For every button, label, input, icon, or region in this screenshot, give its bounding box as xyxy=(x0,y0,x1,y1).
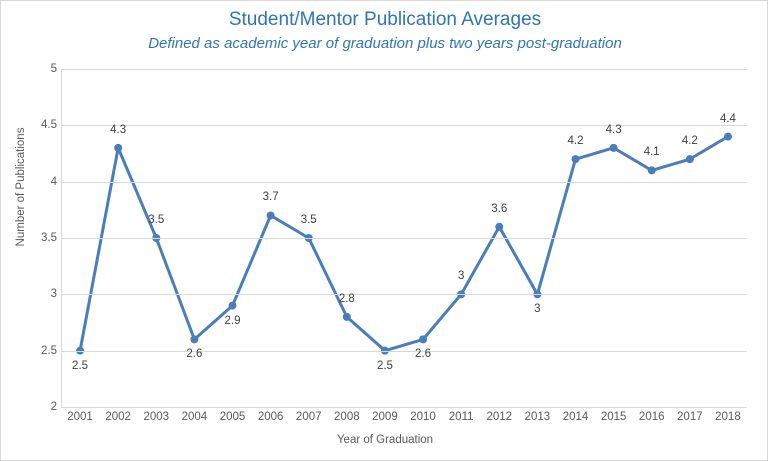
x-tick-label: 2005 xyxy=(219,411,246,423)
data-point-label: 3.5 xyxy=(148,214,165,226)
x-tick-label: 2011 xyxy=(448,411,474,423)
data-point-label: 2.5 xyxy=(72,359,89,372)
data-point-label: 2.6 xyxy=(415,348,432,361)
data-point-marker xyxy=(495,223,503,231)
grid-line xyxy=(61,351,747,352)
data-point-marker xyxy=(610,144,618,152)
y-tick-label: 3.5 xyxy=(41,232,57,244)
data-point-marker xyxy=(229,302,237,310)
grid-line xyxy=(61,125,747,126)
y-axis-tick-labels xyxy=(19,63,57,413)
x-tick-label: 2015 xyxy=(600,411,627,423)
x-tick-label: 2002 xyxy=(105,411,131,423)
chart-title: Student/Mentor Publication Averages xyxy=(228,9,542,30)
x-tick-label: 2001 xyxy=(67,411,93,423)
grid-line xyxy=(61,294,747,295)
y-tick-label: 3 xyxy=(50,288,57,301)
y-tick-label: 2.5 xyxy=(41,344,57,357)
data-point-marker xyxy=(114,144,122,152)
x-tick-label: 2016 xyxy=(638,411,665,423)
x-tick-label: 2018 xyxy=(715,411,741,423)
series-path xyxy=(80,137,728,351)
data-point-label: 3.6 xyxy=(491,202,508,215)
grid-line xyxy=(61,407,747,408)
data-point-marker xyxy=(572,155,580,163)
data-point-label: 4.4 xyxy=(719,112,736,125)
x-tick-label: 2007 xyxy=(295,411,322,423)
data-point-marker xyxy=(343,313,351,321)
x-axis-title: Year of Graduation xyxy=(336,434,434,446)
data-point-marker xyxy=(686,155,694,163)
x-tick-label: 2009 xyxy=(372,411,398,423)
data-point-label: 3 xyxy=(534,303,541,316)
grid-line xyxy=(61,182,747,183)
data-point-label: 2.8 xyxy=(338,292,355,305)
y-tick-label: 5 xyxy=(50,63,57,75)
x-tick-label: 2004 xyxy=(181,411,208,423)
y-tick-label: 4.5 xyxy=(41,119,57,132)
data-point-label: 4.2 xyxy=(567,135,584,148)
x-tick-label: 2013 xyxy=(524,411,551,423)
x-tick-label: 2003 xyxy=(143,411,170,423)
y-axis-title: Number of Publications xyxy=(15,127,27,247)
data-point-label: 4.3 xyxy=(110,123,127,136)
grid-line xyxy=(61,69,747,70)
data-point-label: 3.5 xyxy=(300,214,317,226)
y-tick-label: 2 xyxy=(50,401,57,413)
grid-line xyxy=(61,238,747,239)
data-point-label: 3.7 xyxy=(262,191,279,204)
data-point-label: 4.3 xyxy=(605,123,622,136)
chart-subtitle: Defined as academic year of graduation plus two years post-graduation xyxy=(148,35,622,52)
data-point-label: 3 xyxy=(457,270,465,283)
data-point-marker xyxy=(648,166,656,174)
data-point-label: 2.6 xyxy=(186,348,203,361)
y-tick-label: 4 xyxy=(50,175,57,188)
x-tick-label: 2014 xyxy=(562,411,589,423)
x-tick-label: 2008 xyxy=(334,411,360,423)
x-axis-tick-labels xyxy=(61,411,747,429)
data-point-marker xyxy=(190,335,198,343)
data-point-marker xyxy=(419,335,427,343)
x-tick-label: 2017 xyxy=(677,411,703,423)
data-point-label: 4.2 xyxy=(681,135,698,148)
data-point-marker xyxy=(267,211,275,219)
x-tick-label: 2012 xyxy=(486,411,513,423)
data-point-label: 2.5 xyxy=(376,359,393,372)
data-point-label: 2.9 xyxy=(224,314,241,327)
plot-area xyxy=(61,69,747,407)
data-point-marker xyxy=(724,133,732,141)
data-point-label: 4.1 xyxy=(643,146,660,159)
x-tick-label: 2006 xyxy=(257,411,284,423)
x-tick-label: 2010 xyxy=(410,411,436,423)
